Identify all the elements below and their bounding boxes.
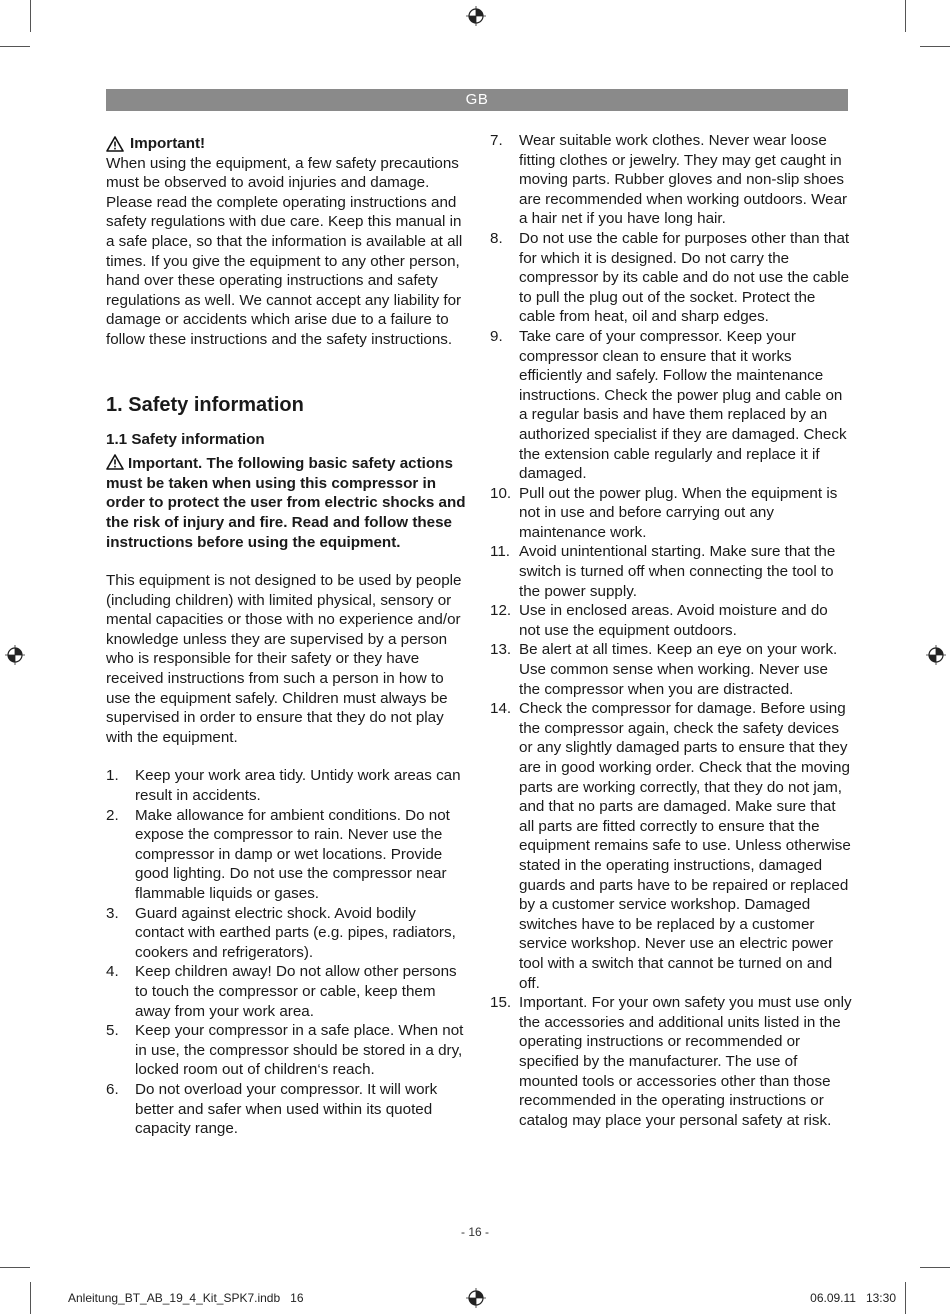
language-header-bar: GB (106, 89, 848, 111)
important-title: Important! (130, 135, 206, 152)
crop-mark (0, 1267, 30, 1268)
right-column (490, 131, 852, 1130)
page-number: - 16 - (460, 1225, 489, 1239)
list-item: 4. Keep children away! Do not allow other persons to touch the compressor or cable, keep them away from your work area. (106, 963, 457, 1020)
registration-mark-icon (926, 645, 946, 665)
intro-paragraph: When using the equipment, a few safety precautions must be observed to avoid injuries and damage. Please read the complete operating instructions and safety regulations with due care. Keep this manual in a safe place, so that the information is available at all times. If you give the equipment to any other person, hand over these operating instructions and safety regulations as well. We cannot accept any liability for damage or accidents which arise due to a failure to follow these instructions and the safety instructions. (106, 154, 463, 348)
important-heading (106, 134, 468, 154)
list-item: 8. Do not use the cable for purposes other than that for which it is designed. Do not carry the compressor by its cable and do not use the cable to pull the plug out of the socket. Protect the cable from heat, oil and sharp edges. (490, 229, 850, 326)
safety-list-right (490, 131, 852, 1130)
section-title: 1. Safety information (106, 393, 304, 416)
crop-mark (920, 1267, 950, 1268)
list-item: 1. Keep your work area tidy. Untidy work areas can result in accidents. (106, 767, 461, 805)
list-item: 5. Keep your compressor in a safe place. When not in use, the compressor should be stored in a dry, locked room out of children‘s reach. (106, 1022, 464, 1079)
crop-mark (920, 46, 950, 47)
list-item: 3. Guard against electric shock. Avoid bodily contact with earthed parts (e.g. pipes, radiators, cookers and refrigerators). (106, 904, 456, 961)
list-item: 12. Use in enclosed areas. Avoid moisture and do not use the equipment outdoors. (490, 602, 828, 639)
crop-mark (905, 0, 906, 32)
crop-mark (905, 1282, 906, 1314)
list-item: 14. Check the compressor for damage. Before using the compressor again, check the safety devices or any slightly damaged parts to ensure that they are in good working order. Check that the moving parts are working correctly, that they do not jam, and that no parts are damaged. Make sure that all parts are fitted correctly to ensure that the equipment remains safe to use. Unless otherwise stated in the operating instructions, damaged guards and parts have to be repaired or replaced by a customer service workshop. Damaged switches have to be replaced by a customer service workshop. Never use an electric power tool with a switch that cannot be turned on and off. (490, 700, 851, 992)
safety-warning-text: Important. The following basic safety actions must be taken when using this compressor in order to protect the user from electric shocks and the risk of injury and fire. Read and follow these instructions before using the equipment. (106, 455, 466, 551)
list-item: 10. Pull out the power plug. When the equipment is not in use and before carrying out any maintenance work. (490, 484, 838, 541)
list-item: 6. Do not overload your compressor. It will work better and safer when used within its quoted capacity range. (106, 1080, 438, 1138)
safety-warning-paragraph (106, 454, 468, 552)
list-item: 11. Avoid unintentional starting. Make sure that the switch is turned off when connecting the tool to the power supply. (490, 543, 836, 600)
safety-list-left (106, 766, 468, 1138)
list-item: 2. Make allowance for ambient conditions. Do not expose the compressor to rain. Never use the compressor in damp or wet locations. Provide good lighting. Do not use the compressor near flammable liquids or gases. (106, 806, 450, 902)
list-item: 9. Take care of your compressor. Keep your compressor clean to ensure that it works efficiently and safely. Follow the maintenance instructions. Check the power plug and cable on a regular basis and have them replaced by an authorized specialist if they are damaged. Check the extension cable regularly and replace it if damaged. (490, 327, 847, 483)
registration-mark-icon (466, 6, 486, 26)
list-item: 15. Important. For your own safety you must use only the accessories and additional units listed in the operating instructions or recommended or specified by the manufacturer. The use of mounted tools or accessories other than those recommended in the operating instructions or catalog may place your personal safety at risk. (490, 994, 852, 1129)
left-column (106, 134, 468, 1139)
warning-triangle-icon (106, 454, 124, 470)
registration-mark-icon (5, 645, 25, 665)
crop-mark (30, 1282, 31, 1314)
crop-mark (0, 46, 30, 47)
crop-mark (30, 0, 31, 32)
warning-triangle-icon (106, 136, 124, 152)
footer-filename: Anleitung_BT_AB_19_4_Kit_SPK7.indb 16 (68, 1291, 304, 1305)
registration-mark-icon (466, 1288, 486, 1308)
list-item: 13. Be alert at all times. Keep an eye on your work. Use common sense when working. Never use the compressor when you are distracted. (490, 641, 838, 698)
supervision-paragraph: This equipment is not designed to be used by people (including children) with limited physical, sensory or mental capacities or those with no experience and/or knowledge unless they are supervised by a person who is responsible for their safety or they have received instructions from such a person in how to use the equipment safely. Children must always be supervised in order to ensure that they do not play with the equipment. (106, 572, 462, 746)
list-item: 7. Wear suitable work clothes. Never wear loose fitting clothes or jewelry. They may get caught in moving parts. Rubber gloves and non-slip shoes are recommended when working outdoors. Wear a hair net if you have long hair. (490, 132, 848, 228)
subsection-title: 1.1 Safety information (106, 430, 265, 448)
footer-datetime: 06.09.11 13:30 (810, 1291, 896, 1305)
